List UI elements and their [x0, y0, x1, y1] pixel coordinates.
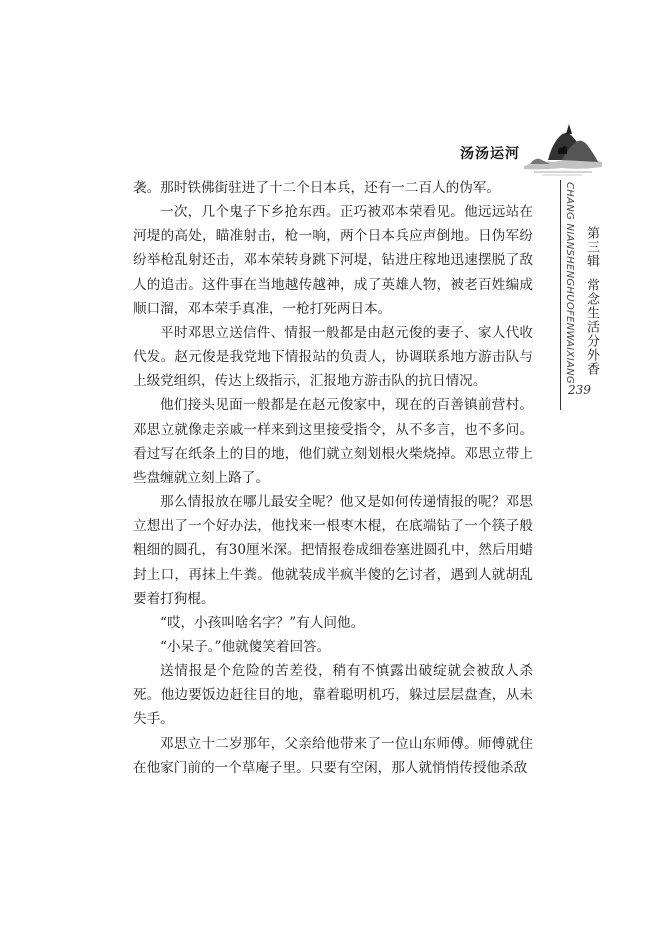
section-number: 第三辑	[584, 226, 599, 268]
body-text	[133, 176, 533, 780]
running-header-title: 汤汤运河	[460, 146, 520, 162]
section-title: 常念生活分外香	[584, 278, 599, 376]
section-label	[585, 226, 598, 376]
paragraph: “哎，小孩叫啥名字？”有人问他。	[160, 614, 365, 631]
ink-landscape-decoration	[522, 120, 604, 178]
paragraph: “小呆子。”他就傻笑着回答。	[160, 638, 331, 655]
paragraph: 袭。那时铁佛街驻进了十二个日本兵，还有一二百人的伪军。	[133, 180, 501, 196]
paragraph: 送情报是个危险的苦差役，稍有不慎露出破绽就会被敌人杀死。他边要饭边赶往目的地，靠着聪明机巧，躲过层层盘查，从未失手。	[133, 663, 533, 728]
paragraph: 平时邓思立送信件、情报一般都是由赵元俊的妻子、家人代收代发。赵元俊是我党地下情报站的负责人，协调联系地方游击队与上级党组织，传达上级指示，汇报地方游击队的抗日情况。	[133, 324, 533, 390]
running-header-pinyin: CHANG NIANSHENGHUOFENWAIXIANG	[564, 182, 575, 384]
side-rule	[560, 180, 561, 410]
paragraph: 那么情报放在哪儿最安全呢？他又是如何传递情报的呢？邓思立想出了一个好办法，他找来一根枣木棍，在底端钻了一个筷子般粗细的圆孔，有30厘米深。把情报卷成细卷塞进圆孔中，然后用蜡封上口，再抹上牛粪。他就装成半疯半傻的乞讨者，遇到人就胡乱要着打狗棍。	[133, 494, 533, 607]
page-number: 239	[568, 383, 591, 397]
paragraph: 他们接头见面一般都是在赵元俊家中，现在的百善镇前营村。邓思立就像走亲戚一样来到这里接受指令，从不多言，也不多问。看过写在纸条上的目的地，他们就立刻划根火柴烧掉。邓思立带上些盘缠就立刻上路了。	[133, 397, 533, 486]
paragraph: 邓思立十二岁那年，父亲给他带来了一位山东师傅。师傅就住在他家门前的一个草庵子里。只要有空闲，那人就悄悄传授他杀敌	[133, 735, 533, 776]
paragraph: 一次，几个鬼子下乡抢东西。正巧被邓本荣看见。他远远站在河堤的高处，瞄准射击，枪一响，两个日本兵应声倒地。日伪军纷纷举枪乱射还击，邓本荣转身跳下河堤，钻进庄稼地迅速摆脱了敌人的追击。这件事在当地越传越神，成了英雄人物，被老百姓编成顺口溜，邓本荣手真准，一枪打死两日本。	[133, 204, 533, 317]
